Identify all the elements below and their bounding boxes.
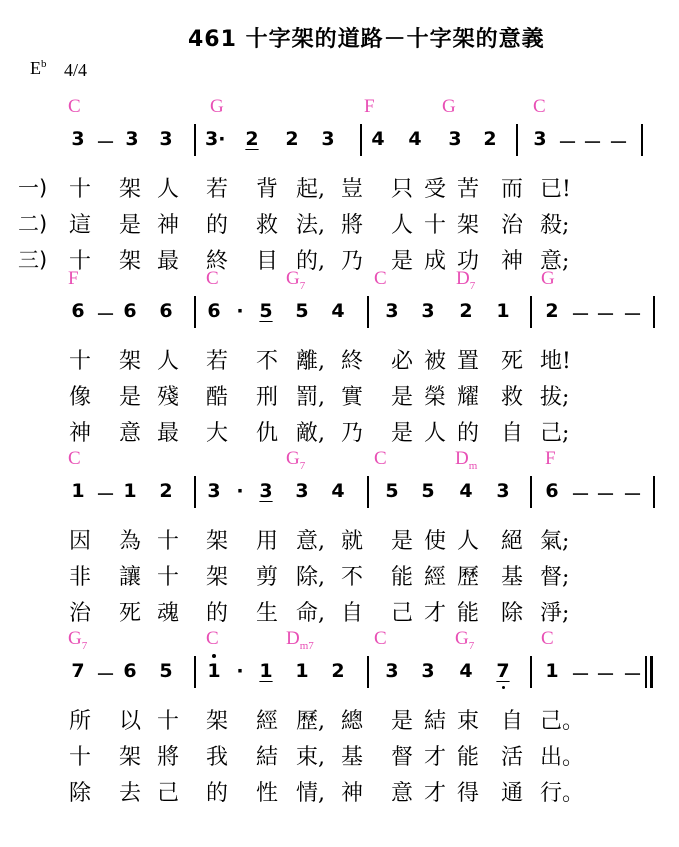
bar-line [360,124,362,156]
lyric-char: 這 [68,213,91,238]
lyric-char: 被 [423,349,446,374]
note: · [236,660,244,682]
chord-symbol: G [210,96,224,117]
lyric-char: 人 [156,177,179,202]
note: 6 [123,660,137,682]
chord-symbol: F [545,448,556,469]
lyric-char: 必 [390,349,413,374]
lyric-char: 所 [68,709,91,734]
note: 3 [496,480,510,502]
bar-line [194,476,196,508]
lyric-char: 魂 [156,601,179,626]
key-signature: $E^b$ [30,58,47,78]
chord-symbol: F [364,96,375,117]
lyric-char: 乃 [340,249,363,274]
lyric-char: 通 [500,781,523,806]
lyric-char: 死 [500,349,523,374]
lyric-char: 命, [296,601,325,626]
lyric-char: 像 [68,385,91,410]
lyric-char: 意 [390,781,413,806]
lyric-char: 十 [156,565,179,590]
note: 7 [71,660,85,682]
lyric-char: 架 [118,349,141,374]
lyric-char: 十 [156,529,179,554]
note: 1 [123,480,137,502]
lyric-char: 背 [255,177,278,202]
lyric-char: 十 [68,249,91,274]
lyric-char: 大 [205,421,228,446]
lyric-char: 將 [340,213,363,238]
lyric-char: 救 [500,385,523,410]
lyric-char: 己; [540,421,570,446]
lyric-char: 能 [456,601,479,626]
lyric-char: 最 [156,421,179,446]
note: － [96,484,116,506]
note: － [583,132,603,154]
lyric-line [0,416,679,446]
lyric-char: 是 [118,385,141,410]
note: 4 [331,300,345,322]
lyric-char: 酷 [205,385,228,410]
lyric-char: 行。 [540,781,585,806]
lyric-char: 最 [156,249,179,274]
lyric-char: 功 [456,249,479,274]
lyric-char: 治 [500,213,523,238]
lyric-char: 救 [255,213,278,238]
lyric-char: 歷, [296,709,325,734]
note: 5 [259,300,273,322]
lyric-char: 成 [423,249,446,274]
notation-row [0,476,679,510]
note: － [96,664,116,686]
note: 6 [159,300,173,322]
lyric-char: 豈 [340,177,363,202]
lyric-char: 若 [205,349,228,374]
lyric-char: 結 [423,709,446,734]
lyric-char: 架 [205,709,228,734]
note: 6 [545,480,559,502]
note: 2 [331,660,345,682]
lyric-char: 乃 [340,421,363,446]
note: 2 [285,128,299,150]
lyric-char: 基 [340,745,363,770]
lyric-char: 的 [205,213,228,238]
lyric-char: 用 [255,529,278,554]
lyric-char: 除 [500,601,523,626]
lyric-char: 氣; [540,529,570,554]
chord-symbol: C [374,448,387,469]
lyric-char: 十 [156,709,179,734]
lyric-char: 出。 [540,745,585,770]
bar-line [653,296,655,328]
chord-symbol: F [68,268,79,289]
lyric-char: 苦 [456,177,479,202]
note: 3 [159,128,173,150]
bar-line [650,656,653,688]
lyric-char: 起, [296,177,325,202]
lyric-char: 己。 [540,709,585,734]
chord-symbol: $G_7$ [286,448,306,472]
chord-symbol: $D_7$ [456,268,476,292]
lyric-line [0,704,679,734]
lyric-char: 意 [118,421,141,446]
lyric-char: 活 [500,745,523,770]
note: － [558,132,578,154]
lyric-char: 架 [118,249,141,274]
verse-number: 三) [18,248,48,272]
lyric-char: 絕 [500,529,523,554]
note: 3 [448,128,462,150]
lyric-char: 耀 [456,385,479,410]
lyric-char: 淨; [540,601,570,626]
note: － [596,484,616,506]
lyric-char: 的 [205,781,228,806]
lyric-char: 的 [205,601,228,626]
note: － [96,304,116,326]
note: 4 [408,128,422,150]
bar-line [530,656,532,688]
octave-dot-above [212,654,216,658]
note: 5 [385,480,399,502]
bar-line [530,476,532,508]
lyric-line [0,344,679,374]
lyric-char: 己 [156,781,179,806]
lyric-char: 才 [423,601,446,626]
lyric-char: 生 [255,601,278,626]
lyric-char: 十 [68,349,91,374]
lyric-char: 結 [255,745,278,770]
notation-row [0,656,679,690]
chord-symbol: C [68,448,81,469]
lyric-char: 性 [255,781,278,806]
lyric-char: 仇 [255,421,278,446]
note: 1 [207,660,221,682]
chord-row [0,268,679,290]
verse-number: 二) [18,212,48,236]
bar-line [530,296,532,328]
note: · [236,300,244,322]
lyric-line [0,172,679,202]
lyric-char: 只 [390,177,413,202]
lyric-char: 為 [118,529,141,554]
note: 3 [321,128,335,150]
bar-line [645,656,647,688]
lyric-char: 架 [118,177,141,202]
lyric-char: 罰, [296,385,325,410]
lyric-char: 殘 [156,385,179,410]
lyric-char: 是 [390,421,413,446]
lyric-char: 是 [390,249,413,274]
lyric-char: 是 [118,213,141,238]
chord-symbol: $D_{m7}$ [286,628,314,652]
note: 3 [125,128,139,150]
lyric-line [0,524,679,554]
note: 5 [159,660,173,682]
lyric-char: 神 [340,781,363,806]
chord-symbol: $G_7$ [455,628,475,652]
note: 3 [385,300,399,322]
note: 1 [496,300,510,322]
note: 2 [483,128,497,150]
note: 3 [421,300,435,322]
note: － [623,664,643,686]
note: 2 [245,128,259,150]
notation-row [0,124,679,158]
lyric-char: 經 [255,709,278,734]
lyric-line [0,560,679,590]
note: 7 [496,660,510,682]
lyric-char: 因 [68,529,91,554]
lyric-char: 神 [68,421,91,446]
lyric-line [0,380,679,410]
lyric-char: 以 [118,709,141,734]
lyric-line [0,596,679,626]
lyric-char: 架 [118,745,141,770]
lyric-char: 的 [456,421,479,446]
bar-line [516,124,518,156]
lyric-char: 才 [423,745,446,770]
lyric-char: 刑 [255,385,278,410]
chord-row [0,448,679,470]
chord-row [0,628,679,650]
note: － [596,664,616,686]
note: 4 [459,660,473,682]
note: － [96,132,116,154]
chord-symbol: G [442,96,456,117]
note: 3 [533,128,547,150]
lyric-char: 終 [205,249,228,274]
lyric-char: 自 [340,601,363,626]
lyric-char: 將 [156,745,179,770]
time-signature: 4/4 [64,60,88,80]
lyric-char: 敵, [296,421,325,446]
lyric-char: 架 [456,213,479,238]
lyric-char: 督 [390,745,413,770]
lyric-char: 能 [456,745,479,770]
lyric-char: 是 [390,709,413,734]
chord-row [0,96,679,118]
note: 3 [385,660,399,682]
lyric-char: 地! [540,349,571,374]
chord-symbol: C [206,268,219,289]
bar-line [367,296,369,328]
chord-symbol: $D_m$ [455,448,478,472]
lyric-char: 終 [340,349,363,374]
lyric-char: 才 [423,781,446,806]
lyric-char: 人 [456,529,479,554]
lyric-char: 讓 [118,565,141,590]
lyric-char: 督; [540,565,570,590]
lyric-char: 經 [423,565,446,590]
bar-line [194,124,196,156]
chord-symbol: C [541,628,554,649]
lyric-char: 受 [423,177,446,202]
note: － [609,132,629,154]
lyric-char: 人 [156,349,179,374]
note: － [623,484,643,506]
lyric-char: 情, [296,781,325,806]
note: － [571,664,591,686]
lyric-char: 殺; [540,213,570,238]
lyric-char: 除, [296,565,325,590]
lyric-char: 人 [423,421,446,446]
lyric-char: 目 [255,249,278,274]
chord-symbol: C [374,628,387,649]
bar-line [641,124,643,156]
lyric-char: 榮 [423,385,446,410]
note: 3 [259,480,273,502]
chord-symbol: $G_7$ [68,628,88,652]
lyric-char: 法, [296,213,325,238]
note: － [571,484,591,506]
note: 1 [259,660,273,682]
lyric-char: 十 [423,213,446,238]
chord-symbol: $G_7$ [286,268,306,292]
lyric-char: 己 [390,601,413,626]
note: 5 [421,480,435,502]
lyric-char: 的, [296,249,325,274]
octave-dot-below [502,686,505,689]
lyric-char: 得 [456,781,479,806]
lyric-char: 是 [390,385,413,410]
lyric-char: 歷 [456,565,479,590]
lyric-char: 神 [156,213,179,238]
lyric-char: 而 [500,177,523,202]
lyric-line [0,776,679,806]
lyric-char: 已! [540,177,571,202]
lyric-char: 置 [456,349,479,374]
lyric-char: 神 [500,249,523,274]
note: 3· [205,128,226,150]
lyric-char: 架 [205,529,228,554]
chord-symbol: C [206,628,219,649]
lyric-char: 若 [205,177,228,202]
bar-line [367,656,369,688]
bar-line [367,476,369,508]
lyric-char: 自 [500,709,523,734]
lyric-char: 離, [296,349,325,374]
lyric-char: 意; [540,249,570,274]
note: 6 [123,300,137,322]
lyric-char: 人 [390,213,413,238]
note: － [596,304,616,326]
lyric-char: 不 [255,349,278,374]
lyric-char: 除 [68,781,91,806]
chord-symbol: C [68,96,81,117]
lyric-char: 是 [390,529,413,554]
chord-symbol: G [541,268,555,289]
chord-symbol: C [533,96,546,117]
note: 4 [371,128,385,150]
note: 3 [71,128,85,150]
lyric-char: 能 [390,565,413,590]
note: 5 [295,300,309,322]
note: 1 [295,660,309,682]
chord-symbol: C [374,268,387,289]
verse-number: 一) [18,176,48,200]
note: 4 [331,480,345,502]
note: · [236,480,244,502]
lyric-char: 我 [205,745,228,770]
lyric-char: 總 [340,709,363,734]
lyric-char: 束, [296,745,325,770]
note: － [571,304,591,326]
note: 3 [421,660,435,682]
lyric-char: 十 [68,177,91,202]
lyric-char: 治 [68,601,91,626]
bar-line [194,296,196,328]
bar-line [653,476,655,508]
lyric-char: 使 [423,529,446,554]
lyric-char: 束 [456,709,479,734]
lyric-char: 意, [296,529,325,554]
note: 2 [459,300,473,322]
lyric-char: 就 [340,529,363,554]
lyric-char: 十 [68,745,91,770]
lyric-char: 剪 [255,565,278,590]
lyric-line [0,208,679,238]
note: 1 [71,480,85,502]
lyric-char: 非 [68,565,91,590]
note: 3 [207,480,221,502]
lyric-char: 不 [340,565,363,590]
hymn-title: 461 十字架的道路－十字架的意義 [188,27,545,52]
note: 1 [545,660,559,682]
note: － [623,304,643,326]
note: 2 [545,300,559,322]
lyric-char: 實 [340,385,363,410]
note: 2 [159,480,173,502]
lyric-char: 基 [500,565,523,590]
note: 6 [207,300,221,322]
lyric-char: 拔; [540,385,570,410]
lyric-char: 自 [500,421,523,446]
note: 3 [295,480,309,502]
lyric-char: 去 [118,781,141,806]
bar-line [194,656,196,688]
lyric-char: 架 [205,565,228,590]
lyric-char: 死 [118,601,141,626]
lyric-line [0,740,679,770]
note: 4 [459,480,473,502]
notation-row [0,296,679,330]
note: 6 [71,300,85,322]
